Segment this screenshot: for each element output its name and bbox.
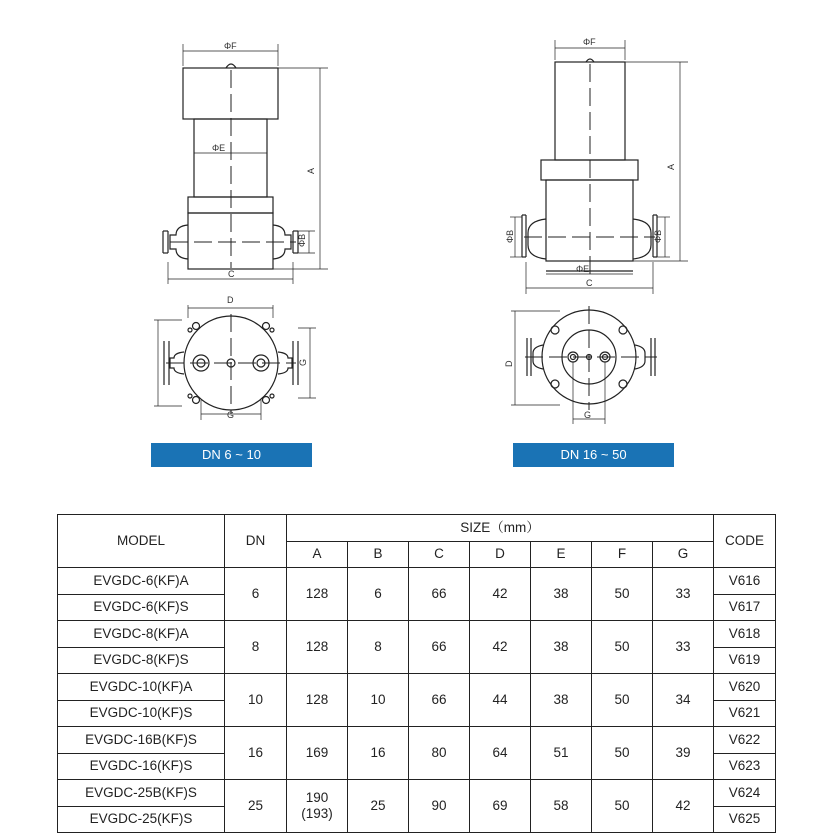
d-cell: 44 — [470, 674, 531, 727]
c-cell: 90 — [409, 780, 470, 833]
dn-6-10-badge: DN 6 ~ 10 — [151, 443, 312, 467]
left-g-side-label: G — [298, 358, 308, 366]
code-cell: V621 — [714, 700, 776, 727]
model-cell: EVGDC-6(KF)S — [58, 594, 225, 621]
dn-cell: 6 — [225, 568, 287, 621]
b-cell: 16 — [348, 727, 409, 780]
f-cell: 50 — [592, 727, 653, 780]
size-spec-table — [57, 514, 776, 833]
code-cell: V617 — [714, 594, 776, 621]
a-cell: 169 — [287, 727, 348, 780]
b-cell: 10 — [348, 674, 409, 727]
dn-cell: 8 — [225, 621, 287, 674]
e-cell: 38 — [531, 674, 592, 727]
g-cell: 42 — [653, 780, 714, 833]
left-phi-f-label: ΦF — [224, 41, 237, 51]
header-col-g: G — [653, 541, 714, 568]
a-cell: 128 — [287, 621, 348, 674]
e-cell: 38 — [531, 568, 592, 621]
model-cell: EVGDC-25B(KF)S — [58, 780, 225, 807]
header-col-d: D — [470, 541, 531, 568]
right-a-label: A — [666, 163, 676, 170]
model-cell: EVGDC-10(KF)S — [58, 700, 225, 727]
c-cell: 80 — [409, 727, 470, 780]
code-cell: V623 — [714, 753, 776, 780]
model-cell: EVGDC-16B(KF)S — [58, 727, 225, 754]
left-g-label: G — [227, 410, 235, 420]
dn-cell: 10 — [225, 674, 287, 727]
d-cell: 64 — [470, 727, 531, 780]
g-cell: 33 — [653, 568, 714, 621]
right-center-lines — [524, 64, 655, 276]
a-cell: 128 — [287, 674, 348, 727]
table-row — [58, 780, 776, 807]
g-cell: 34 — [653, 674, 714, 727]
dn-cell: 16 — [225, 727, 287, 780]
g-cell: 39 — [653, 727, 714, 780]
left-center-lines — [170, 70, 296, 268]
header-model: MODEL — [58, 515, 225, 568]
a-value: 190 — [305, 790, 329, 805]
a-value-alt: (193) — [301, 806, 333, 821]
table-row — [58, 727, 776, 754]
code-cell: V616 — [714, 568, 776, 595]
model-cell: EVGDC-25(KF)S — [58, 806, 225, 833]
b-cell: 6 — [348, 568, 409, 621]
right-dimension-lines — [510, 40, 688, 294]
d-cell: 42 — [470, 621, 531, 674]
left-a-label: A — [306, 167, 316, 174]
right-phi-b-label: ΦB — [653, 229, 663, 243]
table-row — [58, 568, 776, 595]
header-col-f: F — [592, 541, 653, 568]
right-c-label: C — [586, 278, 593, 288]
model-cell: EVGDC-16(KF)S — [58, 753, 225, 780]
code-cell: V619 — [714, 647, 776, 674]
header-code: CODE — [714, 515, 776, 568]
a-cell: 128 — [287, 568, 348, 621]
left-phi-b-label: ΦB — [297, 233, 307, 247]
e-cell: 38 — [531, 621, 592, 674]
code-cell: V622 — [714, 727, 776, 754]
right-d-label: D — [504, 360, 514, 367]
a-cell — [287, 780, 348, 833]
f-cell: 50 — [592, 621, 653, 674]
code-cell: V625 — [714, 806, 776, 833]
e-cell: 51 — [531, 727, 592, 780]
f-cell: 50 — [592, 780, 653, 833]
model-cell: EVGDC-8(KF)S — [58, 647, 225, 674]
table-row — [58, 621, 776, 648]
b-cell: 25 — [348, 780, 409, 833]
left-phi-e-label: ΦE — [212, 143, 226, 153]
code-cell: V624 — [714, 780, 776, 807]
right-phi-f-label: ΦF — [583, 37, 596, 47]
c-cell: 66 — [409, 674, 470, 727]
b-cell: 8 — [348, 621, 409, 674]
header-col-a: A — [287, 541, 348, 568]
e-cell: 58 — [531, 780, 592, 833]
model-cell: EVGDC-6(KF)A — [58, 568, 225, 595]
left-c-label: C — [228, 269, 235, 279]
f-cell: 50 — [592, 568, 653, 621]
code-cell: V618 — [714, 621, 776, 648]
model-cell: EVGDC-10(KF)A — [58, 674, 225, 701]
c-cell: 66 — [409, 568, 470, 621]
model-cell: EVGDC-8(KF)A — [58, 621, 225, 648]
g-cell: 33 — [653, 621, 714, 674]
d-cell: 69 — [470, 780, 531, 833]
right-phi-b-left-label: ΦB — [505, 229, 515, 243]
d-cell: 42 — [470, 568, 531, 621]
header-size: SIZE（mm） — [287, 515, 714, 542]
dn-16-50-badge: DN 16 ~ 50 — [513, 443, 674, 467]
code-cell: V620 — [714, 674, 776, 701]
header-row-1 — [58, 515, 776, 542]
table-row — [58, 674, 776, 701]
left-dimension-lines — [168, 44, 328, 284]
left-d-label: D — [227, 295, 234, 305]
header-dn: DN — [225, 515, 287, 568]
header-col-e: E — [531, 541, 592, 568]
c-cell: 66 — [409, 621, 470, 674]
header-col-b: B — [348, 541, 409, 568]
header-col-c: C — [409, 541, 470, 568]
dn-cell: 25 — [225, 780, 287, 833]
right-phi-e-label: ΦE — [576, 264, 590, 274]
f-cell: 50 — [592, 674, 653, 727]
right-g-label: G — [584, 410, 592, 420]
left-top-center-lines — [166, 314, 296, 414]
